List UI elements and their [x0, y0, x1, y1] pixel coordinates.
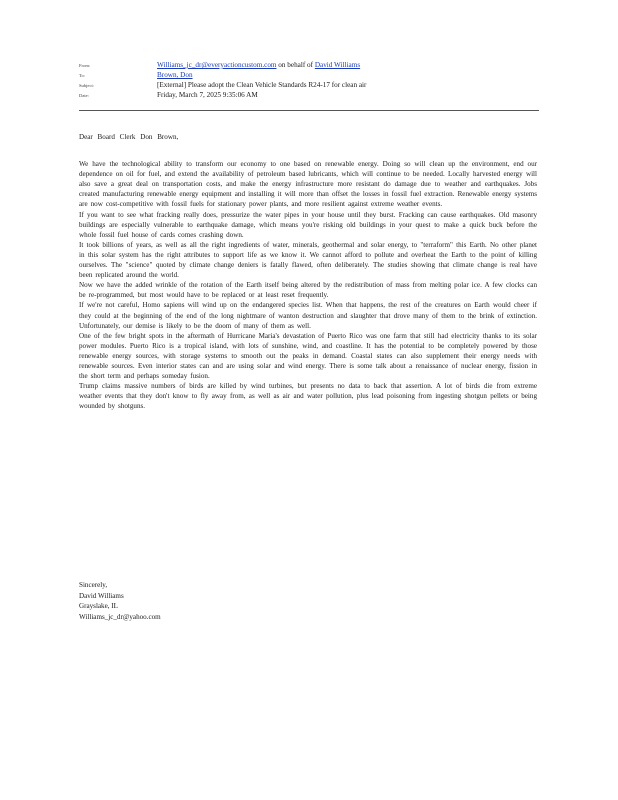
- subject-value: [External] Please adopt the Clean Vehicle Standards R24-17 for clean air: [157, 81, 367, 89]
- header-divider: [79, 110, 539, 111]
- signature-email: Williams_jc_dr@yahoo.com: [79, 612, 161, 621]
- from-label: From:: [79, 63, 91, 68]
- paragraph-1: We have the technological ability to transform our economy to one based on renewable energy. Doing so will clean up the environment, end our dependence on oil for fuel, and extend the availability of petroleum based lubricants, which will continue to be needed. Locally harvested energy will also save a great deal on transportation costs, and make the energy infrastructure more resistant do damage due to weather and earthquakes. Jobs created manufacturing renewable energy equipment and installing it will more than offset the losses in fossil fuel extraction. Renewable energy systems are now cost-competitive with fossil fuels for stationary power plants, and more resilient against extreme weather events.: [79, 160, 537, 209]
- subject-label: Subject:: [79, 83, 95, 88]
- paragraph-4: Now we have the added wrinkle of the rotation of the Earth itself being altered by the redistribution of mass from melting polar ice. A few clocks can be re-programmed, but most would have to be replaced or at least reset frequently.: [79, 281, 537, 300]
- from-row: [79, 61, 539, 71]
- from-email-link[interactable]: Williams_jc_dr@everyactioncustom.com: [157, 61, 277, 69]
- from-value: [157, 61, 360, 69]
- signature-block: [79, 580, 161, 622]
- date-row: [79, 91, 539, 101]
- to-recipient-link[interactable]: Brown, Don: [157, 71, 193, 79]
- subject-row: [79, 81, 539, 91]
- greeting: Dear Board Clerk Don Brown,: [79, 133, 179, 141]
- date-label: Date:: [79, 93, 89, 98]
- to-row: [79, 71, 539, 81]
- email-body: [79, 132, 537, 411]
- signature-closing: Sincerely,: [79, 581, 108, 589]
- to-label: To:: [79, 73, 86, 78]
- paragraph-7: Trump claims massive numbers of birds are killed by wind turbines, but presents no data to back that assertion. A lot of birds die from extreme weather events that they don't know to fly away from, as well as air and water pollution, plus lead poisoning from ingesting shotgun pellets or being wounded by shotguns.: [79, 382, 537, 411]
- paragraph-5: If we're not careful, Homo sapiens will wind up on the endangered species list. When that happens, the rest of the creatures on Earth would cheer if they could at the beginning of the end of the long nightmare of wanton destruction and slaughter that drove many of them to the brink of extinction. Unfortunately, our demise is likely to be the doom of many of them as well.: [79, 301, 537, 330]
- date-value: Friday, March 7, 2025 9:35:06 AM: [157, 91, 258, 99]
- signature-location: Grayslake, IL: [79, 602, 118, 611]
- email-header: [79, 61, 539, 101]
- paragraph-2: If you want to see what fracking really does, pressurize the water pipes in your house until they burst. Fracking can cause earthquakes. Old masonry buildings are especially vulnerable to earthquake damage, which means you're risking old buildings in your quest to make a quick buck before the whole fossil fuel house of cards comes crashing down.: [79, 210, 537, 239]
- paragraph-6: One of the few bright spots in the aftermath of Hurricane Maria's devastation of Puerto Rico was one farm that still had electricity thanks to its solar power modules. Puerto Rico is a tropical island, with lots of sunshine, wind, and coastline. It has the potential to be completely powered by those renewable energy sources, with storage systems to smooth out the peaks in demand. Coastal states can also supplement their energy needs with renewable sources. Even interior states can and are using solar and wind energy. There is some talk about a renaissance of nuclear energy, fission in the short term and perhaps someday fusion.: [79, 331, 537, 381]
- signature-name: David Williams: [79, 591, 124, 600]
- paragraph-3: It took billions of years, as well as all the right ingredients of water, minerals, geothermal and solar energy, to "terraform" this Earth. No other planet in this solar system has the right attributes to support life as we know it. We cannot afford to pollute and overheat the Earth to the point of killing ourselves. The "science" quoted by climate change deniers is fatally flawed, often deliberately. The studies showing that climate change is real have been replicated around the world.: [79, 240, 537, 280]
- from-behalf-text: on behalf of: [276, 61, 315, 69]
- from-name-link[interactable]: David Williams: [314, 61, 361, 69]
